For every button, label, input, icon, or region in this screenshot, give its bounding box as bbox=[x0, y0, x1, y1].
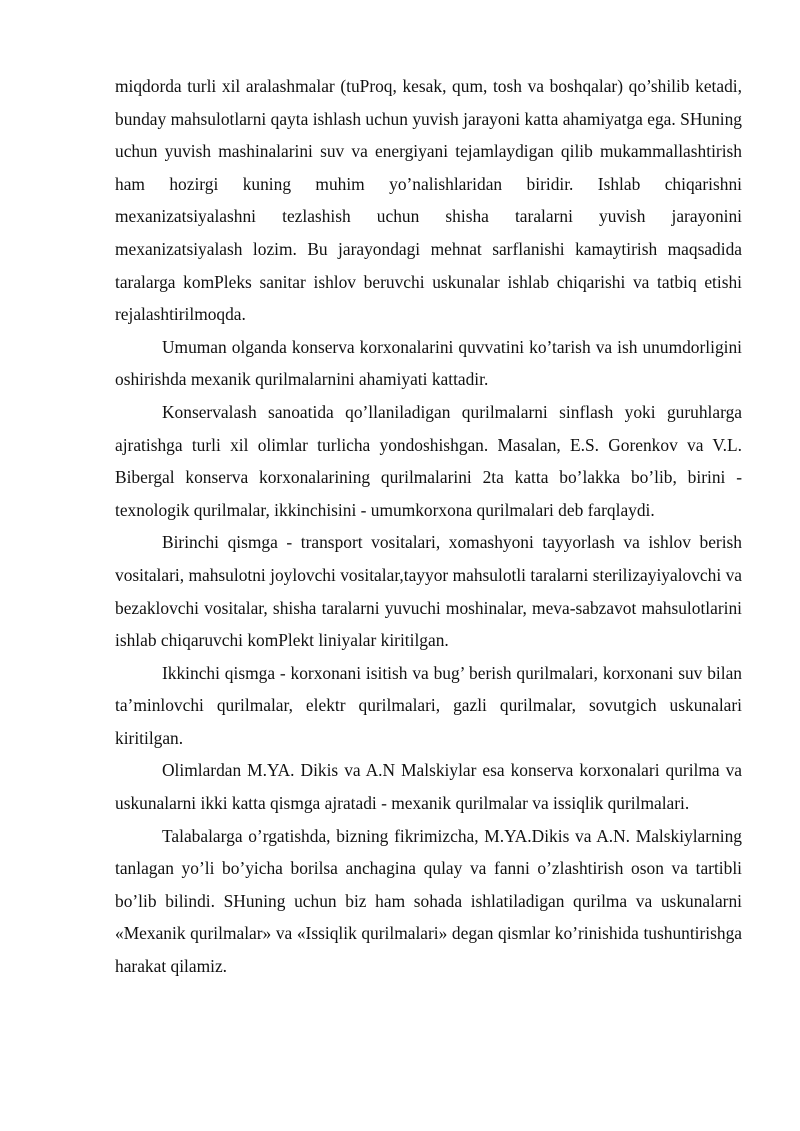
paragraph-capacity: Umuman olganda konserva korxonalarini quvvatini ko’tarish va ish unumdorligini oshirishda mexanik qurilmalarnini ahamiyati kattadir. bbox=[115, 336, 742, 390]
paragraph-classification: Konservalash sanoatida qo’llaniladigan qurilmalarni sinflash yoki guruhlarga ajratishga turli xil olimlar turlicha yondoshishgan. Masalan, E.S. Gorenkov va V.L. Bibergal konserva korxonalarining qurilmalarini 2ta katta bo’lakka bo’lib, birini - texnologik qurilmalar, ikkinchisini - umumkorxona qurilmalari deb farqlaydi. bbox=[115, 401, 742, 520]
paragraph-first-group: Birinchi qismga - transport vositalari, xomashyoni tayyorlash va ishlov berish vositalari, mahsulotni joylovchi vositalar,tayyor mahsulotli taralarni sterilizayiyalovchi va bezaklovchi vositalar, shisha taralarni yuvuchi moshinalar, meva-sabzavot mahsulotlarini ishlab chiqaruvchi komPlekt liniyalar kiritilgan. bbox=[115, 532, 742, 651]
paragraph-continuation: miqdorda turli xil aralashmalar (tuProq, kesak, qum, tosh va boshqalar) qo’shilib ketadi, bunday mahsulotlarni qayta ishlash uchun yuvish jarayoni katta ahamiyatga ega. SHuning uchun yuvish mashinalarini suv va energiyani tejamlaydigan qilib mukammallashtirish ham hozirgi kuning muhim yo’nalishlaridan biridir. Ishlab chiqarishni mexanizatsiyalashni tezlashish uchun shisha taralarni yuvish jarayonini mexanizatsiyalash lozim. Bu jarayondagi mehnat sarflanishi kamaytirish maqsadida taralarga komPleks sanitar ishlov beruvchi uskunalar ishlab chiqarishi va tatbiq etishi rejalashtirilmoqda. bbox=[115, 76, 742, 325]
paragraph-dikis-malskiy: Olimlardan M.YA. Dikis va A.N Malskiylar esa konserva korxonalari qurilma va uskunalarni ikki katta qismga ajratadi - mexanik qurilmalar va issiqlik qurilmalari. bbox=[115, 760, 742, 814]
paragraph-second-group: Ikkinchi qismga - korxonani isitish va bug’ berish qurilmalari, korxonani suv bilan ta’minlovchi qurilmalar, elektr qurilmalari, gazli qurilmalar, sovutgich uskunalari kiritilgan. bbox=[115, 662, 742, 748]
document-page bbox=[115, 70, 742, 983]
paragraph-conclusion: Talabalarga o’rgatishda, bizning fikrimizcha, M.YA.Dikis va A.N. Malskiylarning tanlagan yo’li bo’yicha borilsa anchagina qulay va fanni o’zlashtirish oson va tartibli bo’lib bilindi. SHuning uchun biz ham sohada ishlatiladigan qurilma va uskunalarni «Mexanik qurilmalar» va «Issiqlik qurilmalari» degan qismlar ko’rinishida tushuntirishga harakat qilamiz. bbox=[115, 825, 742, 977]
